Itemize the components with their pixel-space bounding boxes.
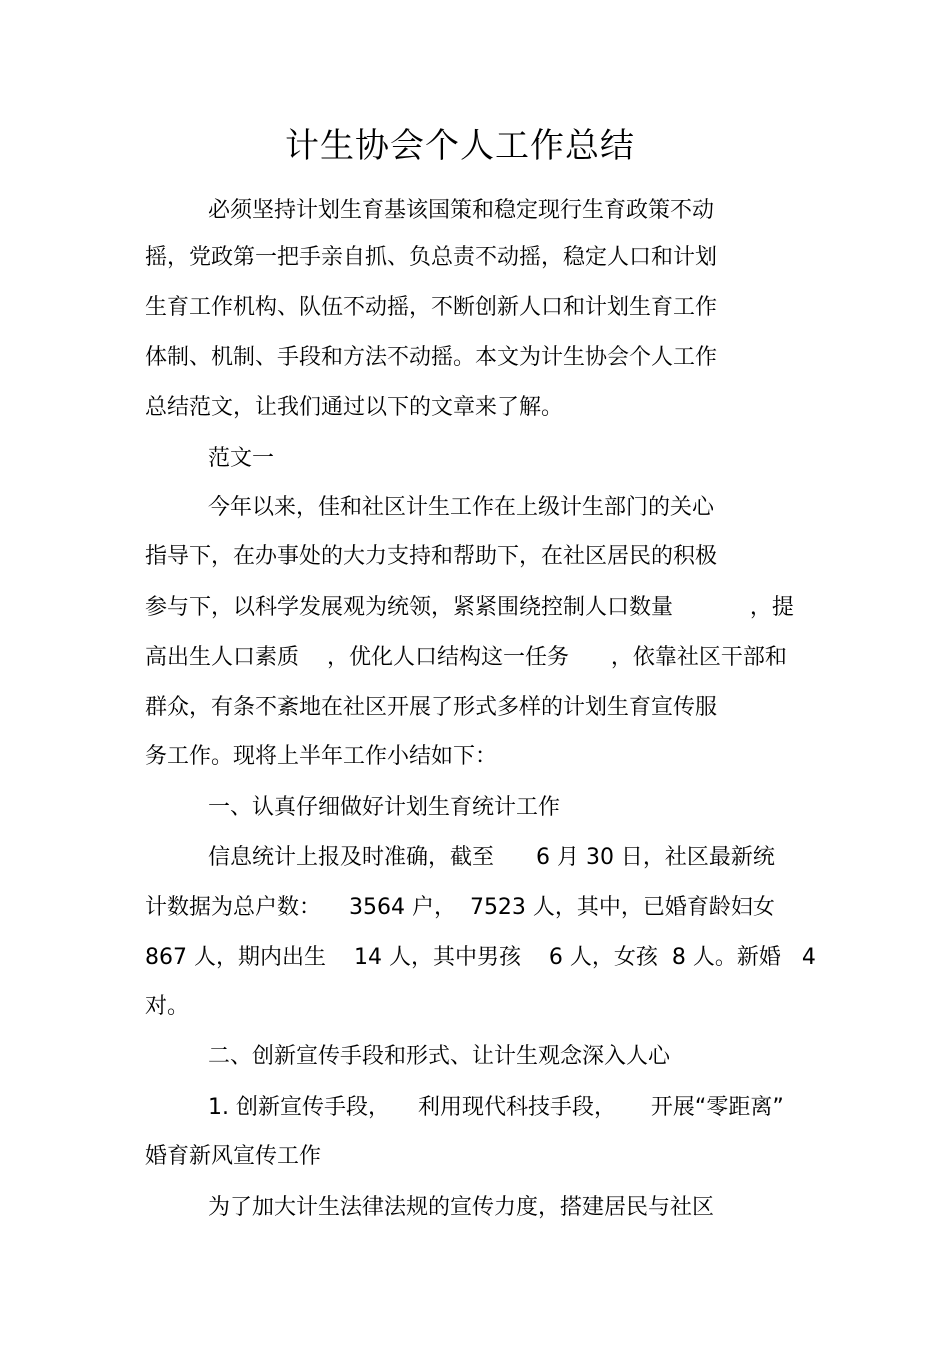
paragraph-line: 指导下，在办事处的大力支持和帮助下，在社区居民的积极	[145, 544, 718, 569]
section-heading: 范文一	[208, 446, 275, 471]
paragraph-line: 对。	[145, 994, 190, 1019]
paragraph-line: 总结范文，让我们通过以下的文章来了解。	[145, 395, 564, 420]
paragraph-line: 生育工作机构、队伍不动摇，不断创新人口和计划生育工作	[145, 295, 718, 320]
paragraph-line: 信息统计上报及时准确，截至 6 月 30 日，社区最新统	[208, 845, 775, 870]
paragraph-line: 为了加大计生法律法规的宣传力度，搭建居民与社区	[208, 1195, 715, 1220]
paragraph-line: 高出生人口素质 ，优化人口结构这一任务 ，依靠社区干部和	[145, 645, 787, 670]
section-heading: 一、认真仔细做好计划生育统计工作	[208, 795, 561, 820]
paragraph-line: 务工作。现将上半年工作小结如下：	[145, 744, 498, 769]
subsection-heading: 婚育新风宣传工作	[145, 1144, 322, 1169]
subsection-heading: 1. 创新宣传手段， 利用现代科技手段， 开展“零距离”	[208, 1095, 784, 1120]
paragraph-line: 参与下，以科学发展观为统领，紧紧围绕控制人口数量 ，提	[145, 595, 794, 620]
paragraph-line: 867 人，期内出生 14 人，其中男孩 6 人，女孩 8 人。新婚 4	[145, 945, 816, 970]
section-heading: 二、创新宣传手段和形式、让计生观念深入人心	[208, 1044, 671, 1069]
paragraph-line: 体制、机制、手段和方法不动摇。本文为计生协会个人工作	[145, 345, 718, 370]
paragraph-line: 今年以来，佳和社区计生工作在上级计生部门的关心	[208, 495, 715, 520]
document-title: 计生协会个人工作总结	[285, 126, 635, 166]
paragraph-line: 计数据为总户数： 3564 户， 7523 人，其中，已婚育龄妇女	[145, 895, 775, 920]
paragraph-line: 摇，党政第一把手亲自抓、负总责不动摇，稳定人口和计划	[145, 245, 718, 270]
paragraph-line: 群众，有条不紊地在社区开展了形式多样的计划生育宣传服	[145, 695, 718, 720]
paragraph-line: 必须坚持计划生育基该国策和稳定现行生育政策不动	[208, 198, 715, 223]
